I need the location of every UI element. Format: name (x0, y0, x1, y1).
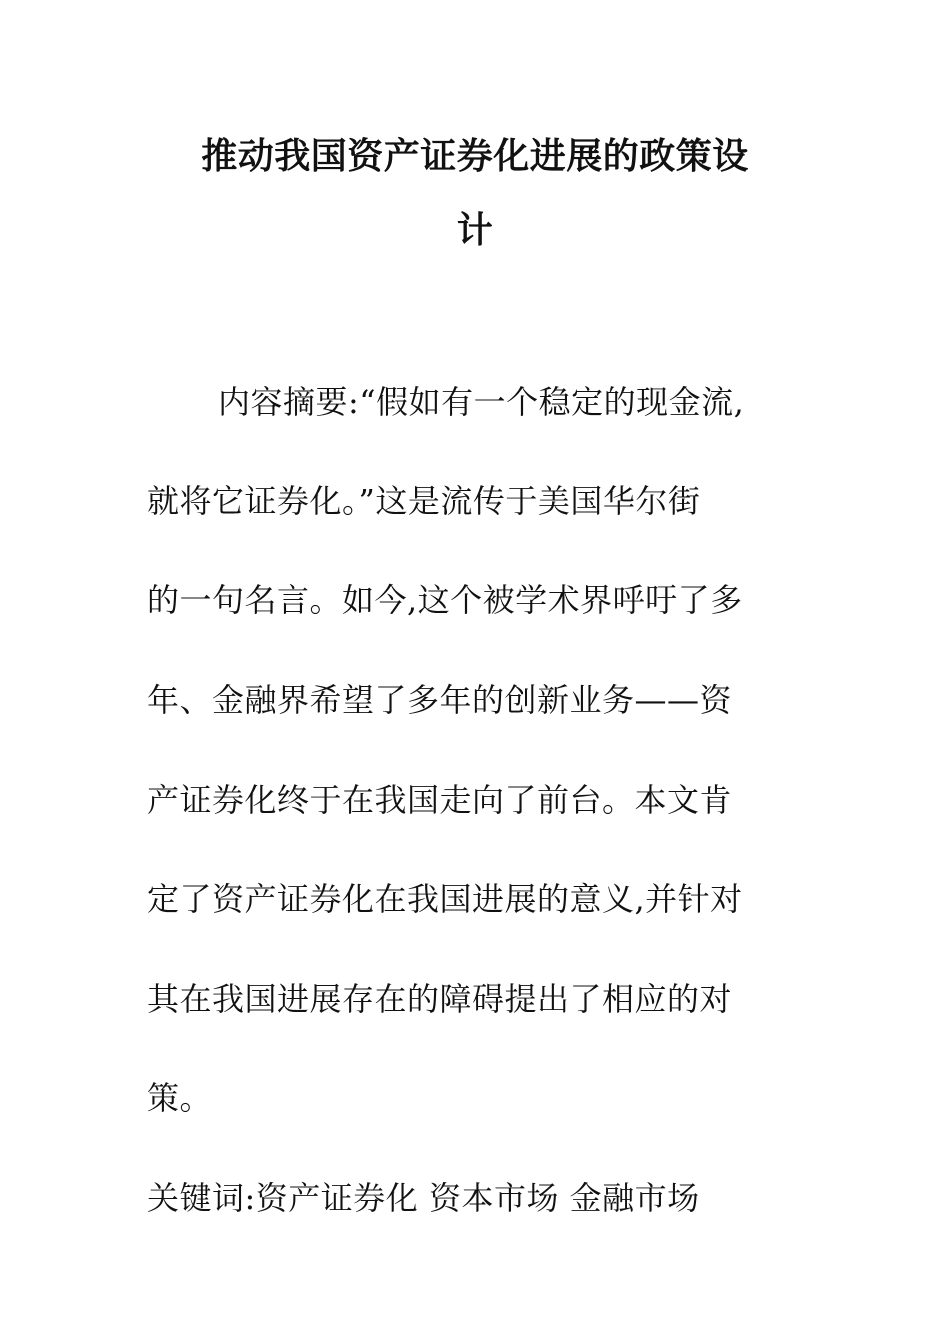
abstract-line: 的一句名言。如今,这个被学术界呼吁了多 (147, 581, 743, 619)
abstract-line: 年、金融界希望了多年的创新业务——资 (147, 681, 733, 719)
keywords-line: 关键词:资产证券化 资本市场 金融市场 (147, 1179, 700, 1217)
abstract-line: 定了资产证券化在我国进展的意义,并针对 (147, 880, 743, 918)
abstract-line: 其在我国进展存在的障碍提出了相应的对 (147, 980, 733, 1018)
abstract-line: 就将它证券化。”这是流传于美国华尔街 (147, 482, 701, 520)
document-title-continuation: 计 (456, 209, 494, 251)
abstract-line: 内容摘要:“假如有一个稳定的现金流, (218, 383, 745, 421)
abstract-line: 产证券化终于在我国走向了前台。本文肯 (147, 781, 733, 819)
document-title: 推动我国资产证券化进展的政策设 (201, 135, 749, 177)
abstract-line: 策。 (147, 1079, 213, 1117)
